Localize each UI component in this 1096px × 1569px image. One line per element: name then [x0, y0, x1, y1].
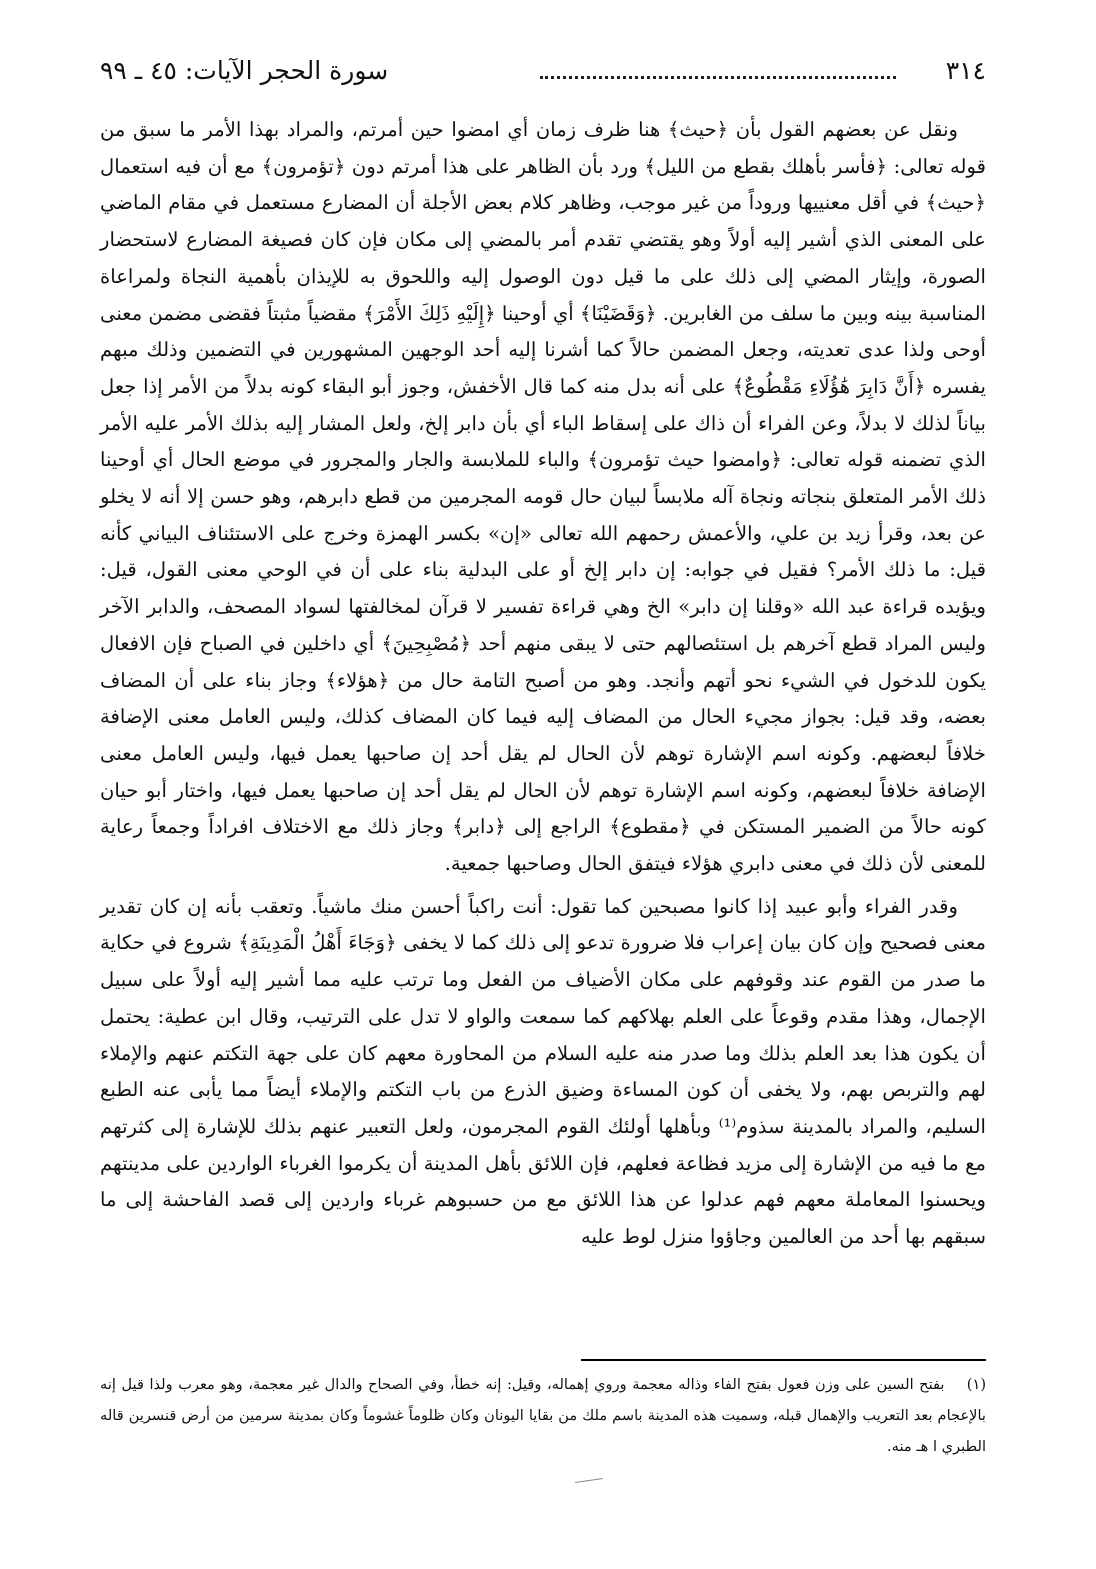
- surah-title: سورة الحجر الآيات: ٤٥ ـ ٩٩: [100, 56, 389, 85]
- paragraph-1: ونقل عن بعضهم القول بأن ﴿حيث﴾ هنا ظرف زمان أي امضوا حين أمرتم، والمراد بهذا الأمر ما سبق من قوله تعالى: ﴿فأسر بأهلك بقطع من الليل﴾ ورد بأن الظاهر على هذا أمرتم دون ﴿تؤمرون﴾ مع أن فيه استعمال ﴿حيث﴾ في أقل معنييها وروداً من غير موجب، وظاهر كلام بعض الأجلة أن المضارع مستعمل في مقام الماضي على المعنى الذي أشير إليه أولاً وهو يقتضي تقدم أمر بالمضي إلى مكان فإن كان فصيغة المضارع لاستحضار الصورة، وإيثار المضي إلى ذلك على ما قيل دون الوصول إليه واللحوق به للإيذان بأهمية النجاة ولمراعاة المناسبة بينه وبين ما سلف من الغابرين. ﴿وَقَضَيْنَا﴾ أي أوحينا ﴿إِلَيْهِ ذَلِكَ الأَمْرَ﴾ مقضياً مثبتاً فقضى مضمن معنى أوحى ولذا عدى تعديته، وجعل المضمن حالاً كما أشرنا إليه أحد الوجهين المشهورين في التضمين وذلك مبهم يفسره ﴿أَنَّ دَابِرَ هَٰؤُلَاءِ مَقْطُوعٌ﴾ على أنه بدل منه كما قال الأخفش، وجوز أبو البقاء كونه بدلاً من الأمر إذا جعل بياناً لذلك لا بدلاً، وعن الفراء أن ذاك على إسقاط الباء أي بأن دابر إلخ، ولعل المشار إليه بذلك الأمر عليه الأمر الذي تضمنه قوله تعالى: ﴿وامضوا حيث تؤمرون﴾ والباء للملابسة والجار والمجرور في موضع الحال أي أوحينا ذلك الأمر المتعلق بنجاته ونجاة آله ملابساً لبيان حال قومه المجرمين من قطع دابرهم، وهو حسن إلا أنه لا يخلو عن بعد، وقرأ زيد بن علي، والأعمش رحمهم الله تعالى «إن» بكسر الهمزة وخرج على الاستئناف البياني كأنه قيل: ما ذلك الأمر؟ فقيل في جوابه: إن دابر إلخ أو على البدلية بناء على أن في الوحي معنى القول، قيل: ويؤيده قراءة عبد الله «وقلنا إن دابر» الخ وهي قراءة تفسير لا قرآن لمخالفتها لسواد المصحف، والدابر الآخر وليس المراد قطع آخرهم بل استئصالهم حتى لا يبقى منهم أحد ﴿مُصْبِحِينَ﴾ أي داخلين في الصباح فإن الافعال يكون للدخول في الشيء نحو أتهم وأنجد. وهو من أصبح التامة حال من ﴿هؤلاء﴾ وجاز بناء على أن المضاف بعضه، وقد قيل: بجواز مجيء الحال من المضاف إليه فيما كان المضاف كذلك، وليس العامل معنى الإضافة خلافاً لبعضهم. وكونه اسم الإشارة توهم لأن الحال لم يقل أحد إن صاحبها يعمل فيها، وليس العامل معنى الإضافة خلافاً لبعضهم، وكونه اسم الإشارة توهم لأن الحال لم يقل أحد إن صاحبها يعمل فيها، واختار أبو حيان كونه حالاً من الضمير المستكن في ﴿مقطوع﴾ الراجع إلى ﴿دابر﴾ وجاز ذلك مع الاختلاف افراداً وجمعاً رعاية للمعنى لأن ذلك في معنى دابري هؤلاء فيتفق الحال وصاحبها جمعية.: [100, 118, 986, 876]
- header-dot-leader: [540, 62, 896, 79]
- running-header: [100, 48, 986, 88]
- stray-mark: [575, 1478, 603, 1483]
- footnote-number: (١): [966, 1376, 987, 1393]
- footnote-separator: [581, 1359, 986, 1361]
- paragraph-2: وقدر الفراء وأبو عبيد إذا كانوا مصبحين كما تقول: أنت راكباً أحسن منك ماشياً. وتعقب بأنه إن كان تقدير معنى فصحيح وإن كان بيان إعراب فلا ضرورة تدعو إلى ذلك كما لا يخفى ﴿وَجَاءَ أَهْلُ الْمَدِينَةِ﴾ شروع في حكاية ما صدر من القوم عند وقوفهم على مكان الأضياف من الفعل وما ترتب عليه مما أشير إليه أولاً على سبيل الإجمال، وهذا مقدم وقوعاً على العلم بهلاكهم كما سمعت والواو لا تدل على الترتيب، وقال ابن عطية: يحتمل أن يكون هذا بعد العلم بذلك وما صدر منه عليه السلام من المحاورة معهم كان على جهة التكتم عنهم والإملاء لهم والتربص بهم، ولا يخفى أن كون المساءة وضيق الذرع من باب التكتم والإملاء أيضاً مما يأبى عنه الطبع السليم، والمراد بالمدينة سذوم⁽¹⁾ وبأهلها أولئك القوم المجرمون، ولعل التعبير عنهم بذلك للإشارة إلى كثرتهم مع ما فيه من الإشارة إلى مزيد فظاعة فعلهم، فإن اللائق بأهل المدينة أن يكرموا الغرباء الواردين على مدينتهم ويحسنوا المعاملة معهم فهم عدلوا عن هذا اللائق مع من حسبوهم غرباء واردين إلى قصد الفاحشة إلى ما سبقهم بها أحد من العالمين وجاؤوا منزل لوط عليه: [100, 894, 986, 1249]
- footnote-text: بفتح السين على وزن فعول بفتح الفاء وذاله معجمة وروي إهماله، وقيل: إنه خطأ، وفي الصحاح والدال غير معجمة، وهو معرب ولذا قيل إنه بالإعجام بعد التعريب والإهمال قبله، وسميت هذه المدينة باسم ملك من بقايا اليونان وكان ظلوماً غشوماً وكان بمدينة سرمين من أرض قنسرين قاله الطبري ا هـ منه.: [100, 1376, 986, 1455]
- footnote: [100, 1369, 986, 1462]
- page-number: ٣١٤: [945, 56, 986, 85]
- main-text: [100, 112, 986, 1256]
